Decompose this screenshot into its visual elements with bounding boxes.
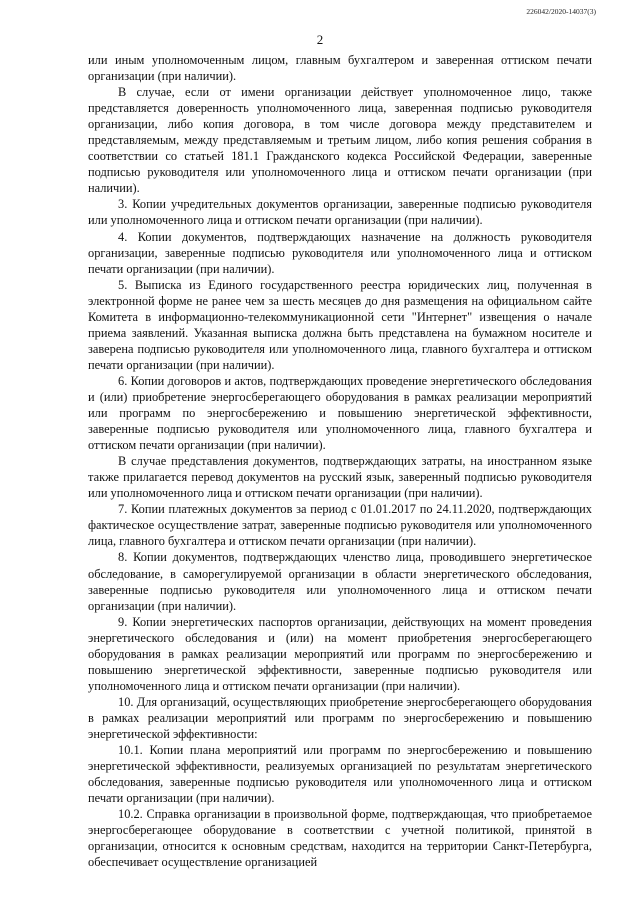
document-registration-number: 226042/2020-14037(3) [526,7,596,16]
page-number: 2 [316,32,324,47]
paragraph-item-9: 9. Копии энергетических паспортов организации, действующих на момент проведения энергетического обследования и (или) на момент приобретения энергосберегающего оборудования в рамках реализации мероприятий или программ по энергосбережению и повышению энергетической эффективности, заверенные подписью руководителя или уполномоченного лица и оттиском печати организации (при наличии). [88,614,592,693]
paragraph-foreign-language-note: В случае представления документов, подтверждающих затраты, на иностранном языке также прилагается перевод документов на русский язык, заверенный подписью руководителя или уполномоченного лица и оттиском печати организации (при наличии). [88,454,592,501]
paragraph-item-3: 3. Копии учредительных документов организации, заверенные подписью руководителя или уполномоченного лица и оттиском печати организации (при наличии). [88,197,592,228]
paragraph-continuation: или иным уполномоченным лицом, главным бухгалтером и заверенная оттиском печати организации (при наличии). [88,53,592,84]
paragraph-item-10: 10. Для организаций, осуществляющих приобретение энергосберегающего оборудования в рамках реализации мероприятий или программ по энергосбережению и повышению энергетической эффективности: [88,694,592,741]
paragraph-item-10-1: 10.1. Копии плана мероприятий или программ по энергосбережению и повышению энергетической эффективности, реализуемых организацией по результатам энергетического обследования, заверенные подписью руководителя или уполномоченного лица и оттиском печати организации (при наличии). [88,743,592,806]
paragraph-item-4: 4. Копии документов, подтверждающих назначение на должность руководителя организации, заверенные подписью руководителя или уполномоченного лица и оттиском печати организации (при наличии). [88,229,592,276]
document-body [88,52,592,870]
paragraph-item-7: 7. Копии платежных документов за период с 01.01.2017 по 24.11.2020, подтверждающих фактическое осуществление затрат, заверенные подписью руководителя или уполномоченного лица, главного бухгалтера и оттиском печати организации (при наличии). [88,502,592,549]
paragraph-item-8: 8. Копии документов, подтверждающих членство лица, проводившего энергетическое обследование, в саморегулируемой организации в области энергетического обследования, заверенные подписью руководителя или уполномоченного лица и оттиском печати организации (при наличии). [88,550,592,613]
paragraph-item-5: 5. Выписка из Единого государственного реестра юридических лиц, полученная в электронной форме не ранее чем за шесть месяцев до дня размещения на официальном сайте Комитета в информационно-телекоммуникационной сети "Интернет" извещения о начале приема заявлений. Указанная выписка должна быть представлена на бумажном носителе и заверена подписью руководителя или уполномоченного лица, главного бухгалтера и оттиском печати организации (при наличии). [88,277,592,372]
paragraph-item-10-2: 10.2. Справка организации в произвольной форме, подтверждающая, что приобретаемое энергосберегающее оборудование в соответствии с учетной политикой, принятой в организации, относится к основным средствам, находится на территории Санкт-Петербурга, обеспечивает осуществление организацией [88,807,592,870]
paragraph-item-6: 6. Копии договоров и актов, подтверждающих проведение энергетического обследования и (или) приобретение энергосберегающего оборудования в рамках реализации мероприятий или программ по энергосбережению и повышению энергетической эффективности, заверенные подписью руководителя или уполномоченного лица, главного бухгалтера и оттиском печати организации (при наличии). [88,373,592,453]
paragraph-proxy-note: В случае, если от имени организации действует уполномоченное лицо, также представляется доверенность уполномоченного лица, заверенная подписью руководителя организации, либо копия договора, в том числе договора между представителем и представляемым, между представляемым и третьим лицом, либо копия решения собрания в соответствии со статьей 181.1 Гражданского кодекса Российской Федерации, заверенные подписью руководителя или уполномоченного лица и оттиском печати организации (при наличии). [88,85,592,196]
